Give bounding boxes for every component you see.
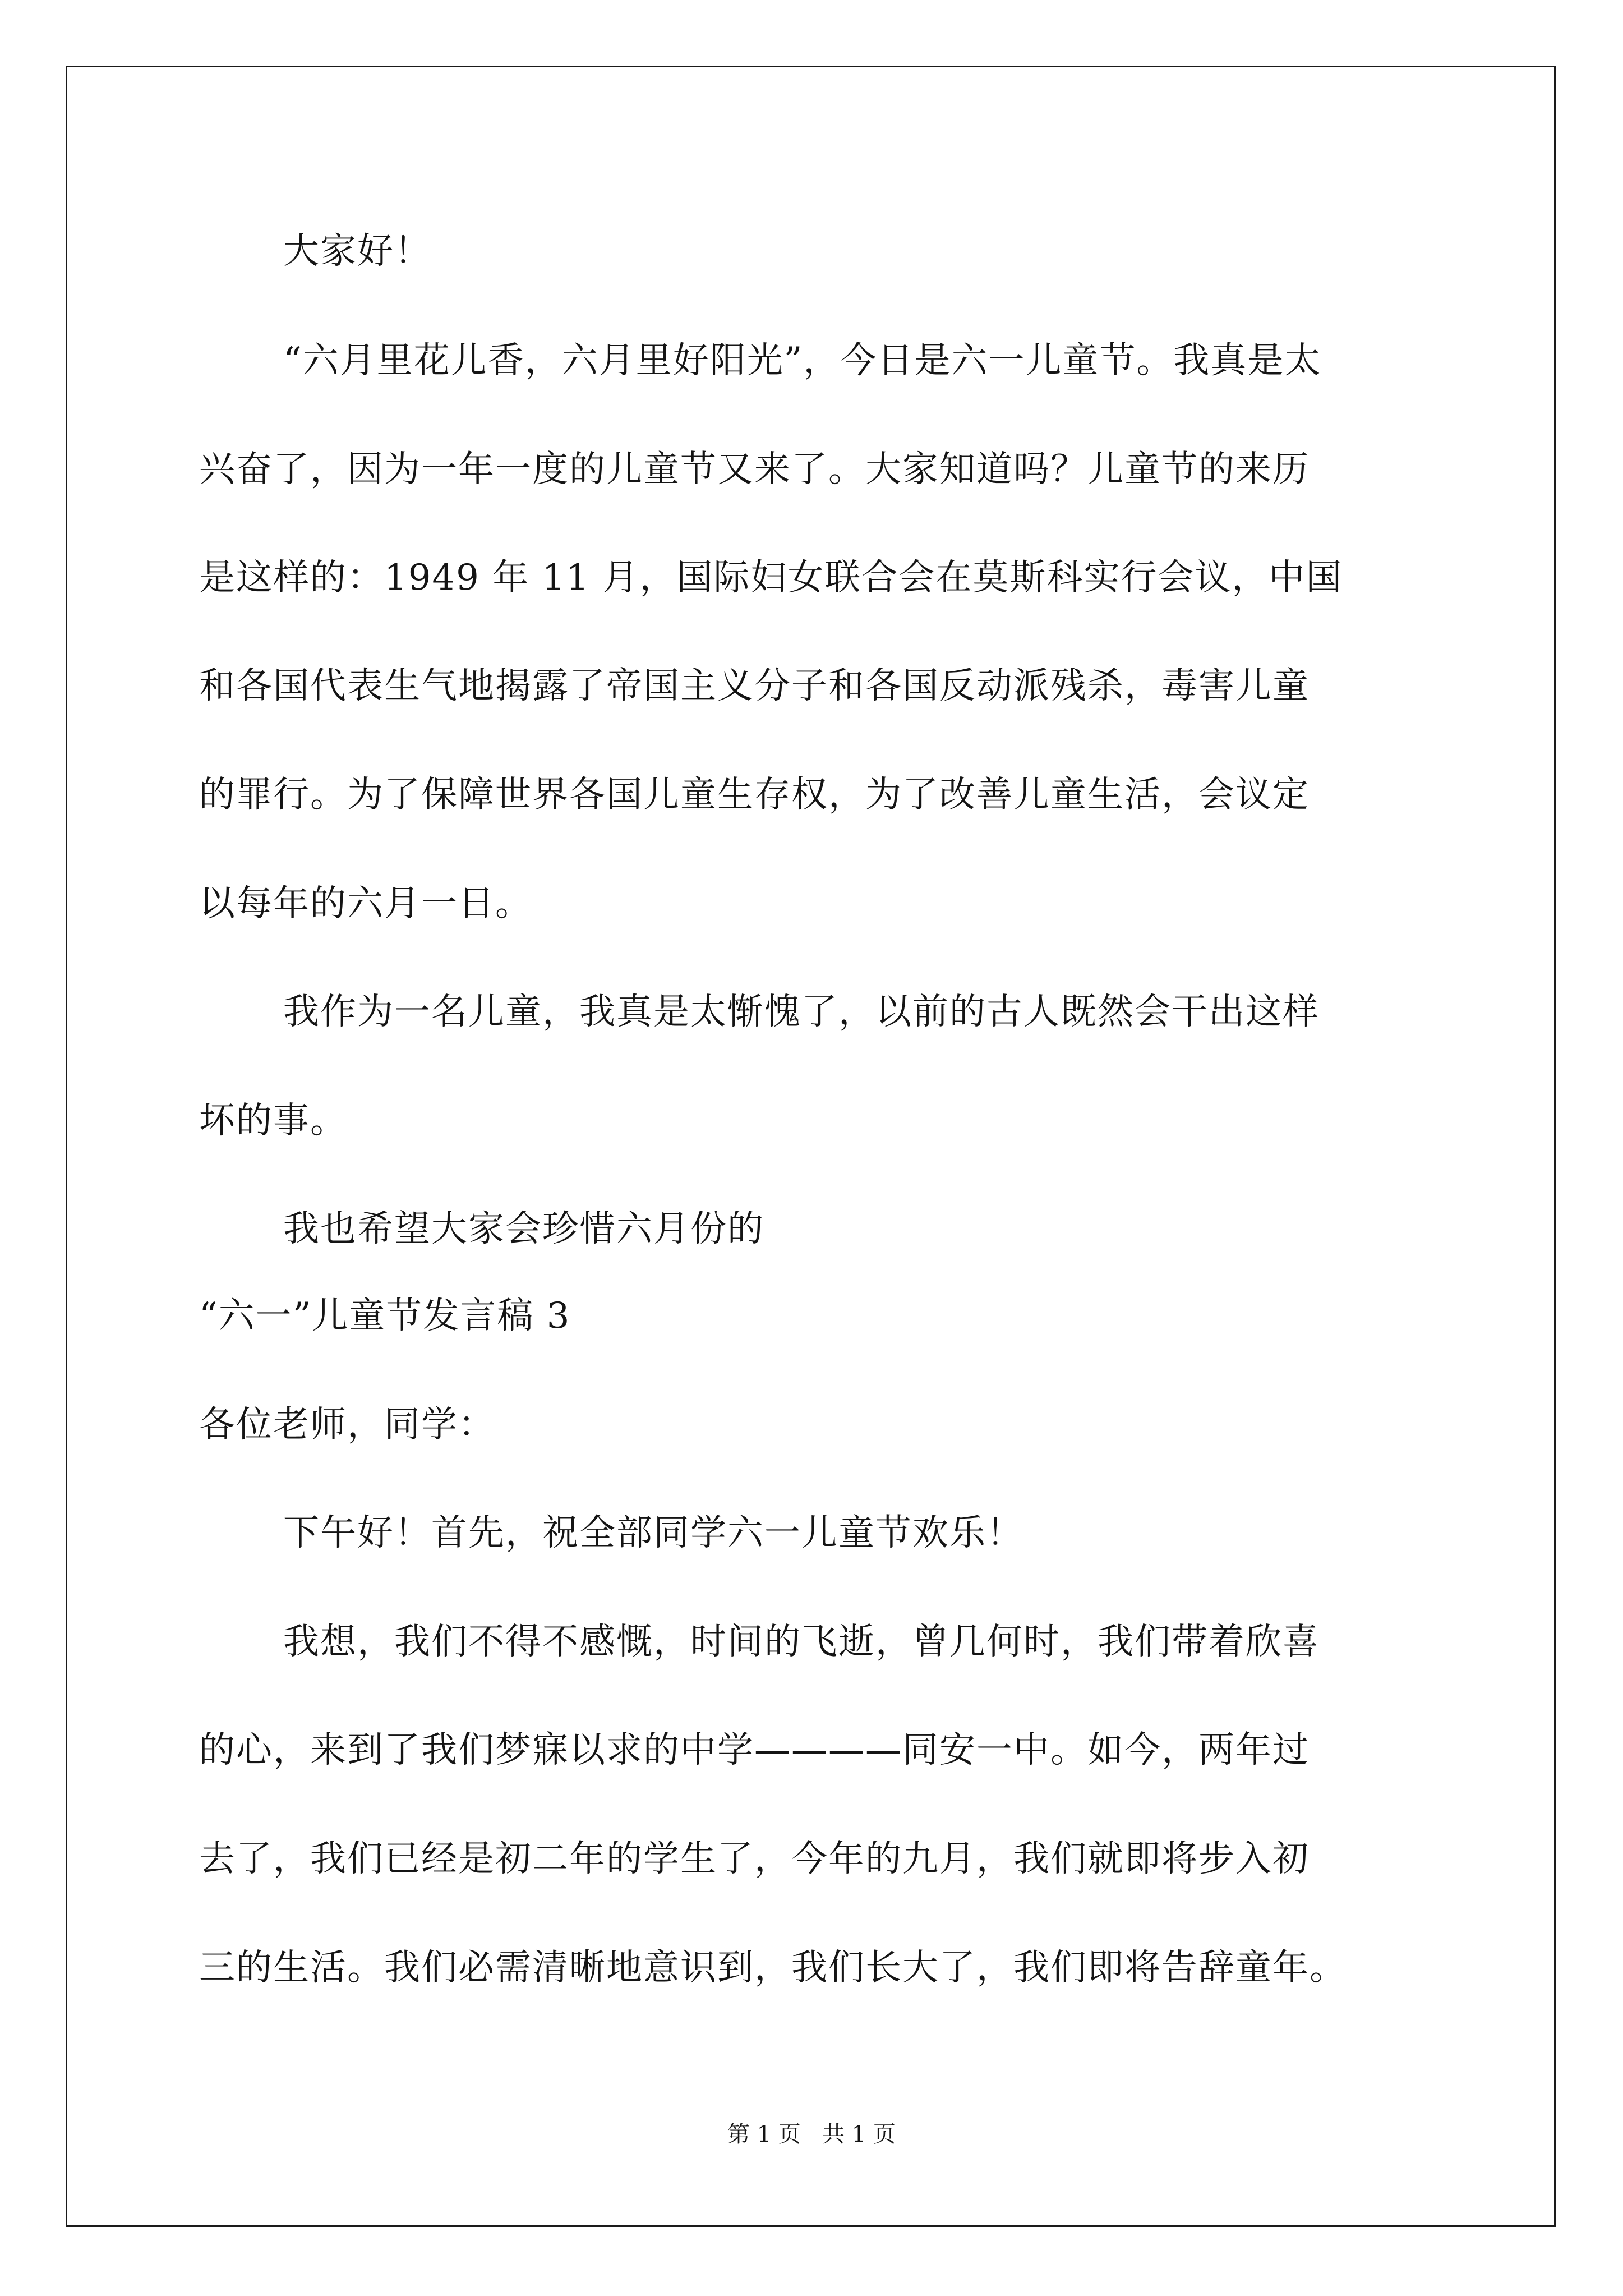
text-line: 我想，我们不得不感慨，时间的飞逝，曾几何时，我们带着欣喜	[283, 1621, 1320, 1663]
section-heading: “六一”儿童节发言稿 3	[199, 1295, 571, 1337]
text-line: 和各国代表生气地揭露了帝国主义分子和各国反动派残杀，毒害儿童	[199, 665, 1310, 707]
text-line: 去了，我们已经是初二年的学生了，今年的九月，我们就即将步入初	[199, 1838, 1310, 1880]
text-line: 大家好！	[283, 231, 431, 272]
text-line: 我也希望大家会珍惜六月份的	[283, 1208, 764, 1250]
page-border	[66, 66, 1556, 2227]
text-line: “六月里花儿香，六月里好阳光”，今日是六一儿童节。我真是太	[283, 340, 1322, 381]
text-line: 下午好！首先，祝全部同学六一儿童节欢乐！	[283, 1512, 1023, 1554]
text-line: 兴奋了，因为一年一度的儿童节又来了。大家知道吗？儿童节的来历	[199, 449, 1310, 490]
page-number-footer: 第 1 页 共 1 页	[727, 2122, 896, 2147]
text-line: 坏的事。	[199, 1100, 347, 1142]
text-line: 我作为一名儿童，我真是太惭愧了，以前的古人既然会干出这样	[283, 991, 1320, 1033]
text-line: 是这样的：1949 年 11 月，国际妇女联合会在莫斯科实行会议，中国	[199, 557, 1343, 599]
text-line: 的罪行。为了保障世界各国儿童生存权，为了改善儿童生活，会议定	[199, 774, 1310, 816]
text-line: 三的生活。我们必需清晰地意识到，我们长大了，我们即将告辞童年。	[199, 1947, 1347, 1989]
salutation: 各位老师，同学：	[199, 1404, 495, 1446]
text-line: 的心，来到了我们梦寐以求的中学————同安一中。如今，两年过	[199, 1729, 1310, 1771]
text-line: 以每年的六月一日。	[199, 883, 532, 924]
